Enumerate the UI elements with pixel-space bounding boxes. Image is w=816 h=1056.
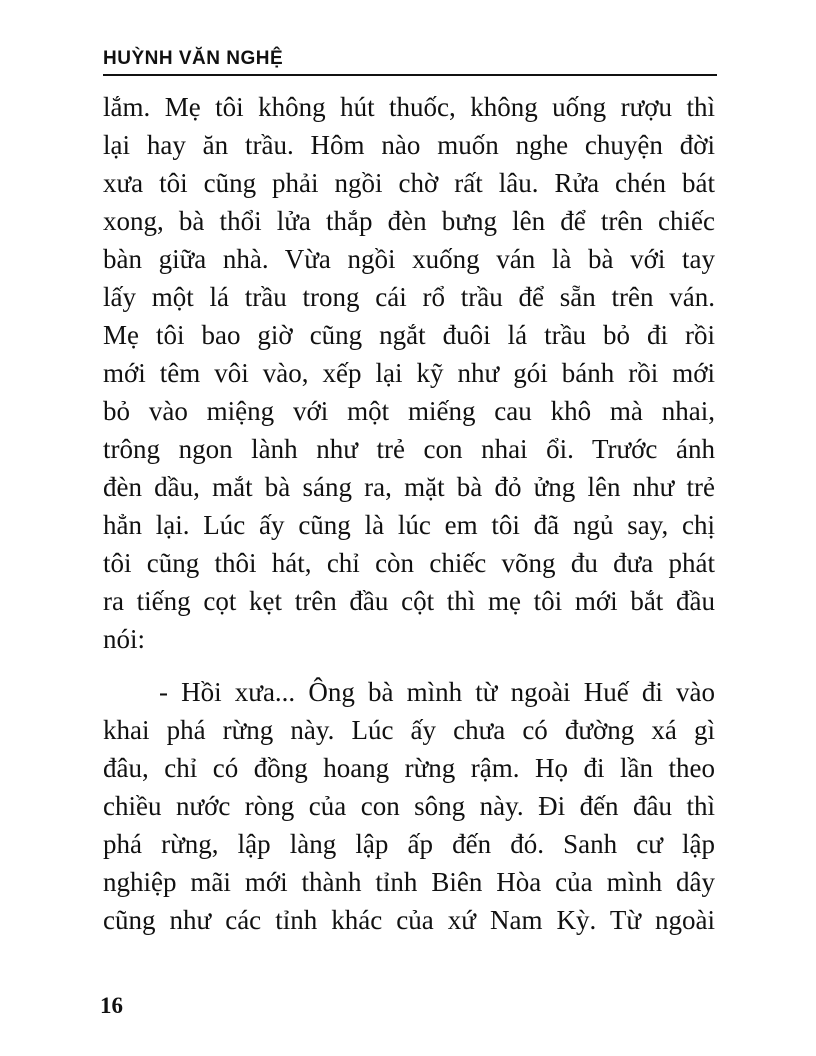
text-line: xưa tôi cũng phải ngồi chờ rất lâu. Rửa chén bát [103, 168, 715, 198]
text-line: bỏ vào miệng với một miếng cau khô mà nhai, [103, 396, 715, 426]
text-line: mới têm vôi vào, xếp lại kỹ như gói bánh rồi mới [103, 358, 715, 388]
text-line: đèn dầu, mắt bà sáng ra, mặt bà đỏ ửng lên như trẻ [103, 472, 715, 502]
page-number: 16 [100, 993, 123, 1018]
paragraph-spacer [103, 658, 715, 673]
text-line: chiều nước ròng của con sông này. Đi đến đâu thì [103, 791, 715, 821]
text-line: ra tiếng cọt kẹt trên đầu cột thì mẹ tôi mới bắt đầu [103, 586, 715, 616]
text-line: hẳn lại. Lúc ấy cũng là lúc em tôi đã ngủ say, chị [103, 510, 715, 540]
text-line: lấy một lá trầu trong cái rổ trầu để sẵn trên ván. [103, 282, 715, 312]
header-author-name: HUỲNH VĂN NGHỆ [103, 48, 284, 69]
text-line: xong, bà thổi lửa thắp đèn bưng lên để trên chiếc [103, 206, 715, 236]
text-line: khai phá rừng này. Lúc ấy chưa có đường xá gì [103, 715, 715, 745]
text-line: cũng như các tỉnh khác của xứ Nam Kỳ. Từ ngoài [103, 905, 715, 935]
text-line: lắm. Mẹ tôi không hút thuốc, không uống rượu thì [103, 92, 715, 122]
page-body [103, 88, 715, 939]
text-line: - Hồi xưa... Ông bà mình từ ngoài Huế đi vào [159, 677, 715, 707]
running-header [103, 44, 717, 76]
text-line: nói: [103, 624, 146, 654]
paragraph-1 [103, 88, 715, 658]
text-line: tôi cũng thôi hát, chỉ còn chiếc võng đu đưa phát [103, 548, 715, 578]
text-line: đâu, chỉ có đồng hoang rừng rậm. Họ đi lần theo [103, 753, 715, 783]
paragraph-2 [103, 673, 715, 939]
text-line: phá rừng, lập làng lập ấp đến đó. Sanh cư lập [103, 829, 715, 859]
text-line: bàn giữa nhà. Vừa ngồi xuống ván là bà với tay [103, 244, 715, 274]
text-line: trông ngon lành như trẻ con nhai ổi. Trước ánh [103, 434, 715, 464]
text-line: lại hay ăn trầu. Hôm nào muốn nghe chuyện đời [103, 130, 715, 160]
text-line: nghiệp mãi mới thành tỉnh Biên Hòa của mình dây [103, 867, 715, 897]
text-line: Mẹ tôi bao giờ cũng ngắt đuôi lá trầu bỏ đi rồi [103, 320, 715, 350]
